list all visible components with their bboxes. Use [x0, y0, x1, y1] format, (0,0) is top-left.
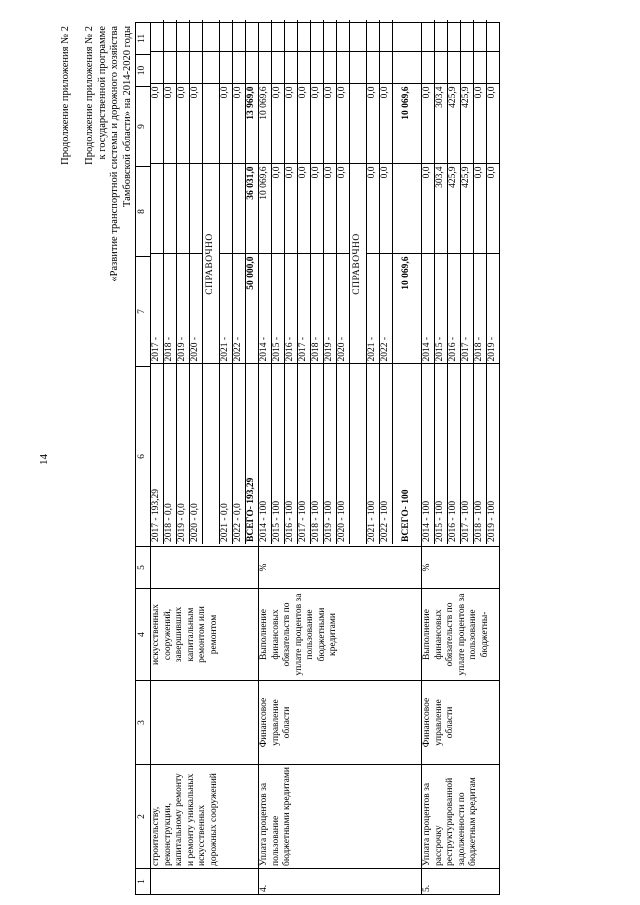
- table-row: 2015 - 100 2015 - 0,0 0,0: [272, 20, 285, 544]
- col-num-10: 10: [136, 55, 151, 87]
- table-row: 2019 - 0,0 2019 - 0,0: [177, 20, 190, 544]
- row-cont-description: строительству, реконструкции, капитальному ремонту и ремонту уникальных искусственных дорожных сооружений: [151, 765, 259, 869]
- table-row: 2021 - 0,0 2021 - 0,0: [220, 20, 233, 544]
- continuation-header-2: Продолжение приложения № 2 к государственной программе «Развитие транспортной системы и дорожного хозяйства Тамбовской области» на 2014-2020 годы: [84, 26, 133, 282]
- col-num-1: 1: [136, 869, 151, 895]
- row5-indicator: Выполнение финансовых обязательств по уплате процентов за пользование бюджетны-: [422, 589, 500, 681]
- row4-values: [259, 23, 422, 547]
- table-row: 2019 - 100 2019 - 0,0 0,0: [487, 20, 500, 544]
- table-row: 2018 - 100 2018 - 0,0 0,0: [474, 20, 487, 544]
- row4-description: Уплата процентов за пользование бюджетными кредитами: [259, 765, 422, 869]
- row-cont-unit: [151, 547, 259, 589]
- table-row: 2014 - 100 2014 - 10 069,6 10 069,6: [259, 20, 272, 544]
- row-cont-values: [151, 23, 259, 547]
- spravochno-label: СПРАВОЧНО: [350, 164, 367, 364]
- total-row: ВСЕГО- 193,29 50 000,0 36 031,0 13 969,0: [246, 20, 259, 544]
- row5-values: [422, 23, 500, 547]
- col-num-3: 3: [136, 681, 151, 765]
- table-row: 2022 - 100 2022 - 0,0 0,0: [380, 20, 393, 544]
- table-row: 2019 - 100 2019 - 0,0 0,0: [324, 20, 337, 544]
- row5-num: 5.: [422, 869, 500, 895]
- row4-num: 4.: [259, 869, 422, 895]
- table-row-5: [422, 23, 500, 895]
- spravochno-label: СПРАВОЧНО: [203, 164, 220, 364]
- table-row: 2017 - 100 2017 - 425,9 425,9: [461, 20, 474, 544]
- row-cont-num: [151, 869, 259, 895]
- row5-executor: Финансовое управление области: [422, 681, 500, 765]
- spravochno-row: [350, 20, 367, 544]
- row4-indicator: Выполнение финансовых обязательств по уплате процентов за пользование бюджетными кредитами: [259, 589, 422, 681]
- col-num-5: 5: [136, 547, 151, 589]
- row5-description: Уплата процентов за рассрочку реструктурированной задолженности по бюджетным кредитам: [422, 765, 500, 869]
- col-num-8: 8: [136, 167, 151, 257]
- table-row: 2022 - 0,0 2022 - 0,0: [233, 20, 246, 544]
- col-num-9: 9: [136, 87, 151, 167]
- row-cont-indicator: искусственных сооружений, завершивших капитальным ремонтом или ремонтом: [151, 589, 259, 681]
- row5-unit: %: [422, 547, 500, 589]
- spravochno-row: [203, 20, 220, 544]
- table-row: 2021 - 100 2021 - 0,0 0,0: [367, 20, 380, 544]
- table-row: 2015 - 100 2015 - 303,4 303,4: [435, 20, 448, 544]
- table-row: 2017 - 100 2017 - 0,0 0,0: [298, 20, 311, 544]
- col-num-2: 2: [136, 765, 151, 869]
- table-row: 2020 - 0,0 2020 - 0,0: [190, 20, 203, 544]
- table-row: 2020 - 100 2020 - 0,0 0,0: [337, 20, 350, 544]
- page-number: 14: [38, 454, 50, 465]
- table-row-4: [259, 23, 422, 895]
- continuation-header-1: Продолжение приложения № 2: [60, 26, 71, 165]
- table-row: 2018 - 100 2018 - 0,0 0,0: [311, 20, 324, 544]
- table-row: 2018 - 0,0 2018 - 0,0: [164, 20, 177, 544]
- row4-executor: Финансовое управление области: [259, 681, 422, 765]
- table-row: 2017 - 193,29 2017 - 0,0: [151, 20, 164, 544]
- col-num-4: 4: [136, 589, 151, 681]
- col-num-7: 7: [136, 257, 151, 367]
- row4-unit: %: [259, 547, 422, 589]
- col-num-6: 6: [136, 367, 151, 547]
- table-row-continuation: [151, 23, 259, 895]
- total-row: ВСЕГО- 100 10 069,6 10 069,6: [393, 20, 422, 544]
- table-row: 2016 - 100 2016 - 0,0 0,0: [285, 20, 298, 544]
- column-number-row: [136, 23, 151, 895]
- row-cont-executor: [151, 681, 259, 765]
- table-row: 2014 - 100 2014 - 0,0 0,0: [422, 20, 435, 544]
- table-row: 2016 - 100 2016 - 425,9 425,9: [448, 20, 461, 544]
- program-table: [135, 22, 500, 895]
- col-num-11: 11: [136, 23, 151, 55]
